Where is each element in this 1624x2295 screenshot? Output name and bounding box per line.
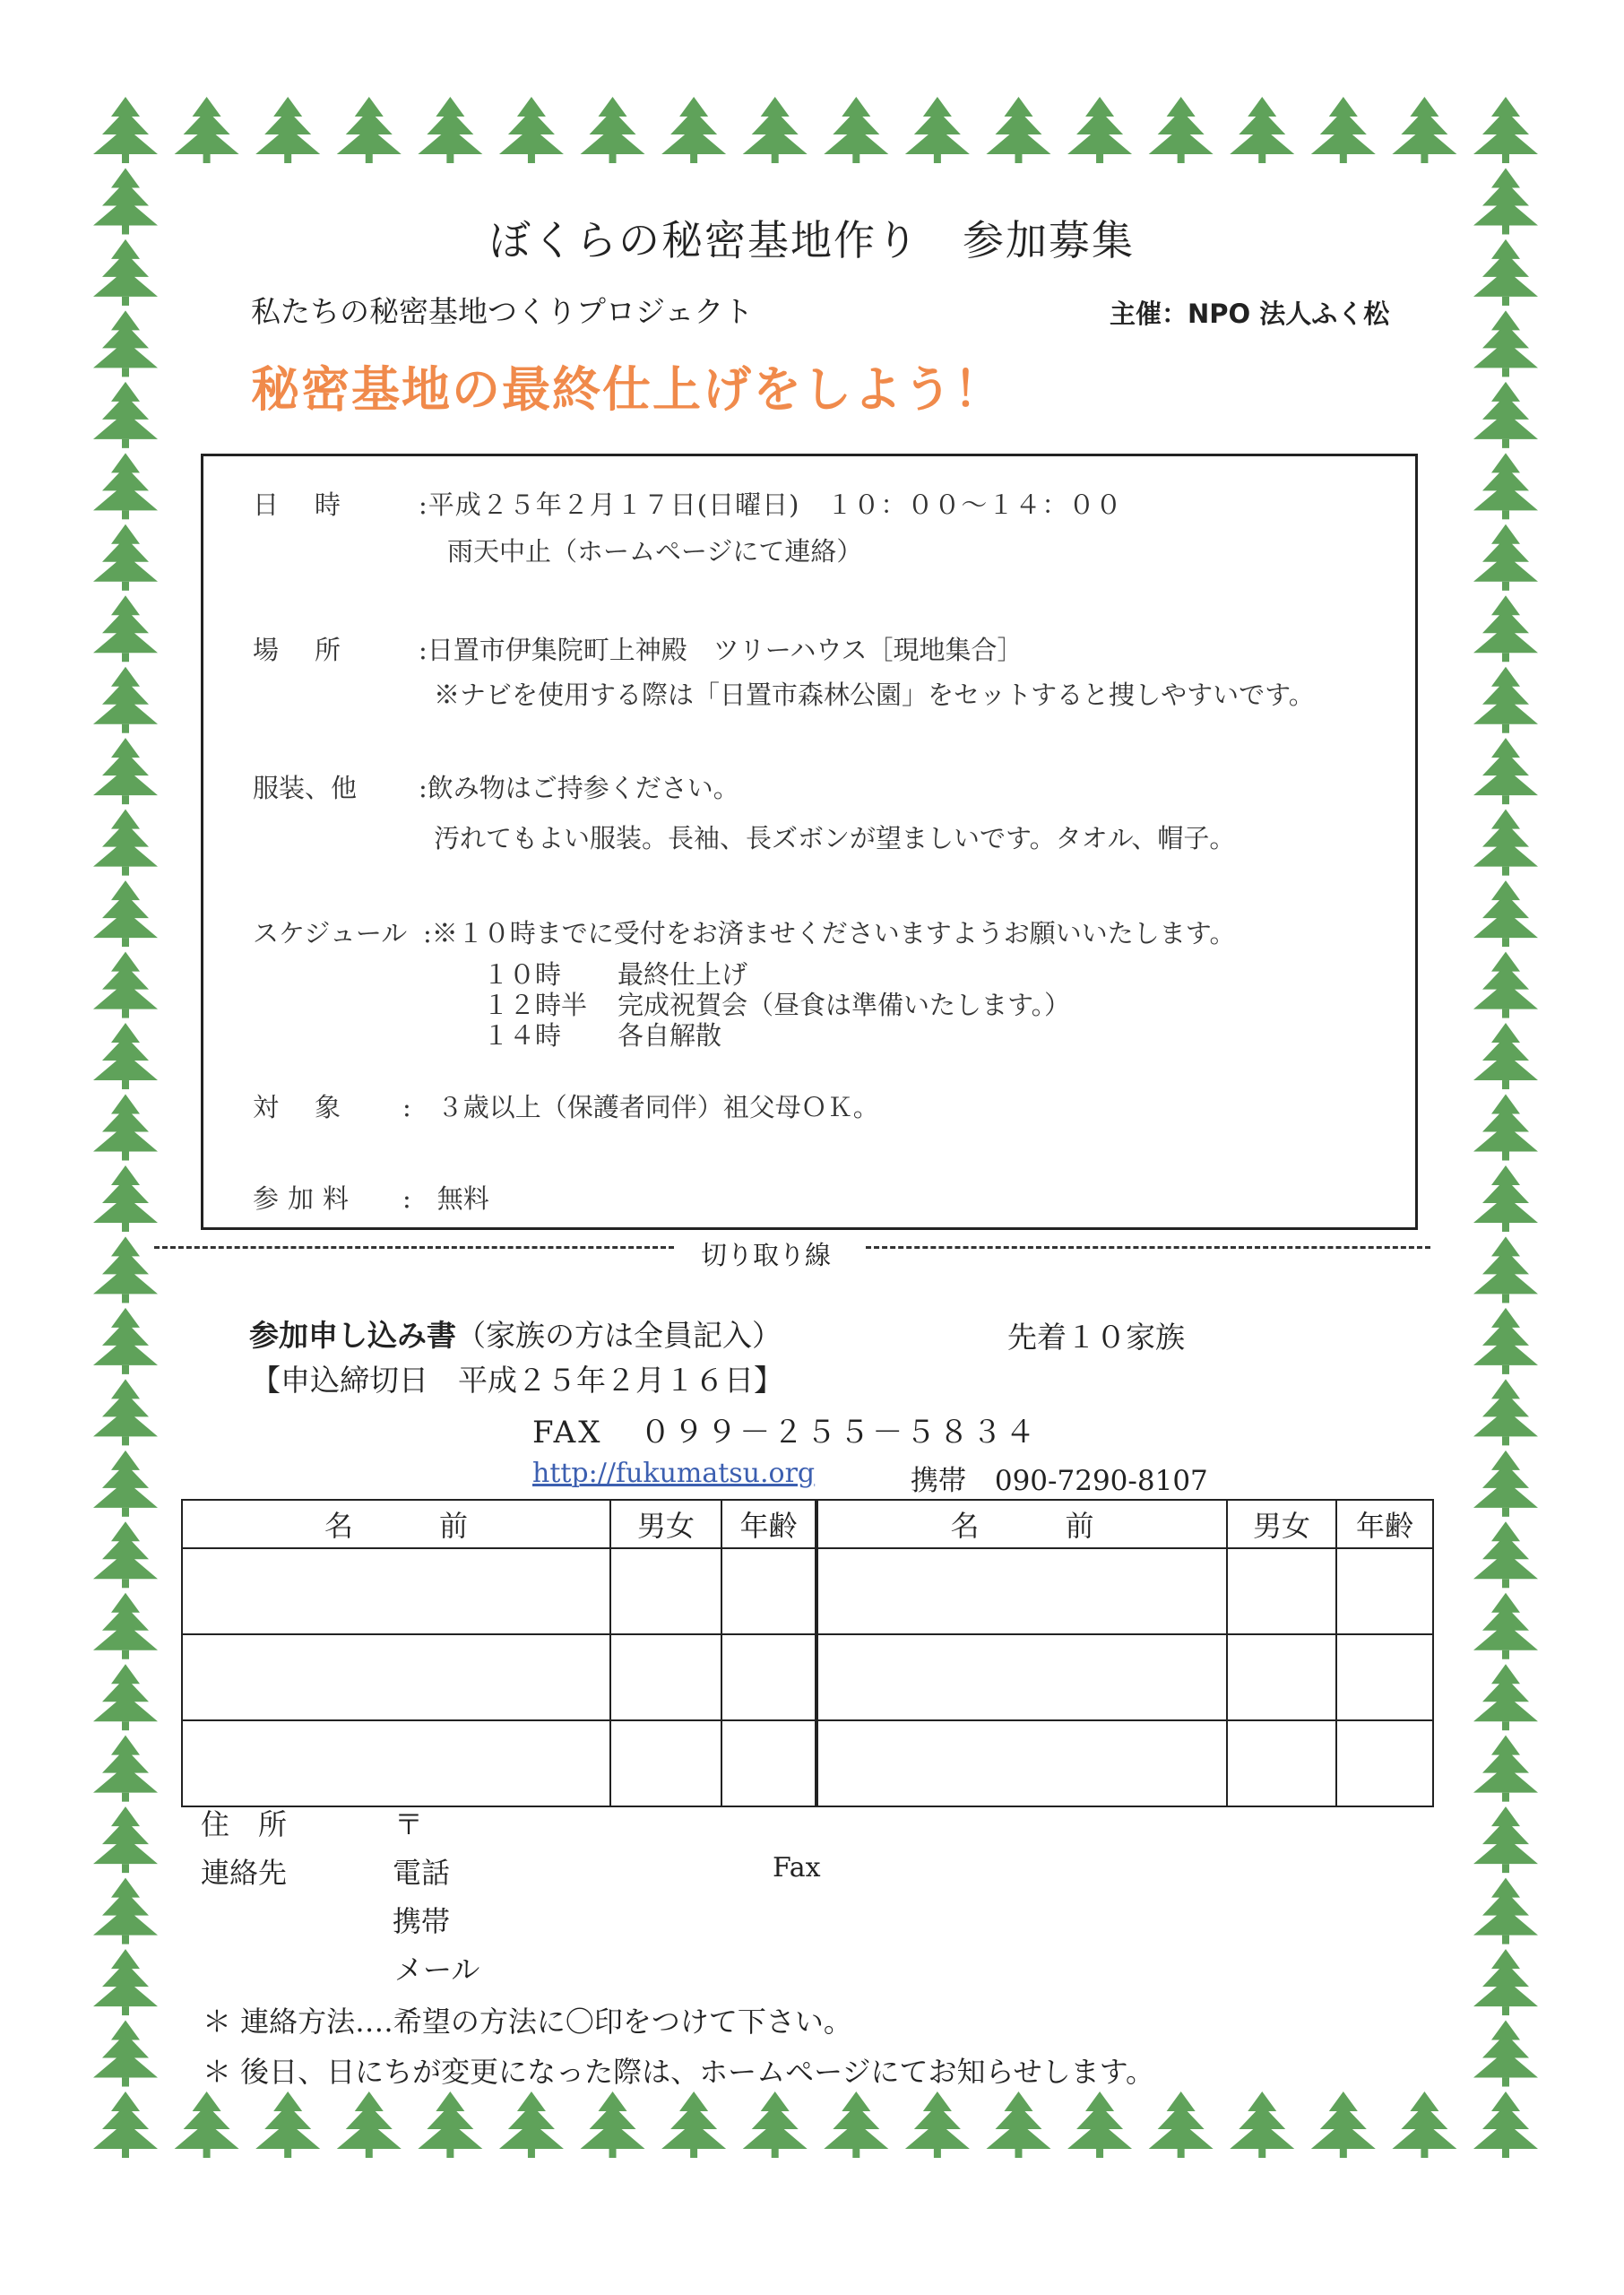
tree-icon	[1392, 2091, 1456, 2158]
tree-icon	[499, 2091, 564, 2158]
name-header: 名 前	[182, 1500, 610, 1548]
organizer: 主催：NPO 法人ふく松	[1110, 299, 1390, 329]
tree-icon	[1392, 97, 1456, 163]
tree-icon	[418, 2091, 482, 2158]
fee-value: : 無料	[402, 1183, 489, 1214]
tree-icon	[1473, 1379, 1538, 1445]
clothing-note: 汚れてもよい服装。長袖、長ズボンが望ましいです。タオル、帽子。	[434, 823, 1236, 853]
tree-icon	[93, 382, 158, 448]
tree-icon	[93, 1593, 158, 1659]
tree-icon	[1473, 1023, 1538, 1089]
tree-icon	[93, 810, 158, 876]
fax-line	[532, 1407, 1038, 1451]
tree-icon	[93, 2021, 158, 2087]
tree-icon	[175, 2091, 239, 2158]
tree-icon	[418, 97, 482, 163]
tree-icon	[93, 1451, 158, 1517]
tree-icon	[1473, 382, 1538, 448]
phone-label[interactable]: 電話	[393, 1856, 451, 1890]
page-title: ぼくらの秘密基地作り 参加募集	[489, 216, 1135, 264]
age-header: 年齢	[721, 1500, 816, 1548]
tree-icon	[986, 97, 1050, 163]
tree-icon	[1311, 97, 1376, 163]
tree-icon	[1473, 1806, 1538, 1873]
tree-icon	[337, 2091, 402, 2158]
postal-mark[interactable]: 〒	[394, 1807, 424, 1841]
gender-cell[interactable]	[1227, 1548, 1336, 1634]
age-cell[interactable]	[721, 1634, 816, 1720]
gender-cell[interactable]	[610, 1548, 721, 1634]
application-table	[181, 1499, 1434, 1807]
tree-icon	[93, 2091, 158, 2158]
tree-icon	[1067, 97, 1132, 163]
tree-icon	[93, 453, 158, 519]
tree-icon	[1473, 2021, 1538, 2087]
project-name: 私たちの秘密基地つくりプロジェクト	[251, 294, 754, 329]
name-header: 名 前	[816, 1500, 1227, 1548]
tree-icon	[93, 1095, 158, 1161]
datetime-note: 雨天中止（ホームページにて連絡）	[447, 536, 863, 567]
tree-icon	[1311, 2091, 1376, 2158]
tree-icon	[1230, 2091, 1294, 2158]
tree-icon	[1473, 1236, 1538, 1303]
place-label: 場所	[253, 635, 377, 665]
tree-icon	[93, 97, 158, 163]
schedule-value: :※１０時までに受付をお済ませくださいますようお願いいたします。	[423, 918, 1236, 948]
tree-icon	[1473, 667, 1538, 733]
tree-icon	[905, 97, 970, 163]
tree-icon	[1473, 880, 1538, 947]
tree-icon	[93, 952, 158, 1018]
tree-icon	[1473, 1095, 1538, 1161]
cut-line-right	[866, 1246, 1430, 1249]
tree-icon	[1230, 97, 1294, 163]
tree-icon	[1473, 310, 1538, 377]
tree-icon	[1473, 952, 1538, 1018]
tree-icon	[1473, 1593, 1538, 1659]
tree-icon	[1473, 1308, 1538, 1374]
tree-icon	[1473, 1736, 1538, 1802]
tree-icon	[661, 2091, 726, 2158]
schedule-time: １２時半	[483, 990, 588, 1020]
datetime-value: :平成２５年２月１７日(日曜日) １０：００～１４：００	[419, 489, 1123, 520]
capacity: 先着１０家族	[1007, 1320, 1185, 1355]
clothing-label: 服装、他	[253, 773, 358, 803]
schedule-label: スケジュール	[253, 918, 408, 948]
tree-icon	[93, 1023, 158, 1089]
target-value: : ３歳以上（保護者同伴）祖父母ＯＫ。	[402, 1092, 879, 1122]
age-cell[interactable]	[1336, 1548, 1433, 1634]
gender-header: 男女	[1227, 1500, 1336, 1548]
tree-icon	[1149, 97, 1214, 163]
website-link[interactable]: http://fukumatsu.org	[532, 1458, 816, 1489]
tree-icon	[93, 595, 158, 662]
fax-number: ０９９－２５５－５８３４	[640, 1415, 1039, 1451]
tree-icon	[1067, 2091, 1132, 2158]
gender-cell[interactable]	[610, 1634, 721, 1720]
tree-icon	[905, 2091, 970, 2158]
tree-icon	[661, 97, 726, 163]
tree-icon	[1473, 2091, 1538, 2158]
tree-icon	[824, 2091, 888, 2158]
name-cell[interactable]	[182, 1634, 610, 1720]
clothing-value: :飲み物はご持参ください。	[419, 773, 739, 803]
event-details-box	[201, 454, 1418, 1230]
address-label: 住 所	[201, 1807, 288, 1841]
gender-cell[interactable]	[1227, 1634, 1336, 1720]
tree-icon	[93, 1806, 158, 1873]
gender-cell[interactable]	[610, 1720, 721, 1806]
tree-icon	[93, 667, 158, 733]
age-cell[interactable]	[721, 1548, 816, 1634]
tree-icon	[1149, 2091, 1214, 2158]
place-note: ※ナビを使用する際は「日置市森林公園」をセットすると捜しやすいです。	[434, 680, 1315, 710]
mobile-field-label[interactable]: 携帯	[393, 1904, 451, 1938]
tree-icon	[824, 97, 888, 163]
table-row	[182, 1720, 1433, 1806]
tree-icon	[93, 524, 158, 591]
tree-icon	[337, 97, 402, 163]
tree-icon	[1473, 524, 1538, 591]
age-cell[interactable]	[1336, 1720, 1433, 1806]
age-cell[interactable]	[1336, 1634, 1433, 1720]
tree-icon	[93, 310, 158, 377]
tree-icon	[1473, 738, 1538, 804]
tree-icon	[1473, 1664, 1538, 1730]
table-row	[182, 1548, 1433, 1634]
cut-line-left	[154, 1246, 674, 1249]
contact-label: 連絡先	[201, 1856, 288, 1890]
target-label: 対象	[253, 1092, 377, 1122]
tree-icon	[93, 1736, 158, 1802]
headline: 秘密基地の最終仕上げをしよう！	[251, 360, 1004, 418]
place-value: :日置市伊集院町上神殿 ツリーハウス［現地集合］	[419, 635, 1024, 665]
table-row	[182, 1634, 1433, 1720]
tree-icon	[1473, 1949, 1538, 2015]
tree-icon	[93, 880, 158, 947]
tree-icon	[581, 97, 645, 163]
tree-icon	[1473, 1451, 1538, 1517]
age-header: 年齢	[1336, 1500, 1433, 1548]
gender-header: 男女	[610, 1500, 721, 1548]
tree-icon	[499, 97, 564, 163]
tree-icon	[93, 1664, 158, 1730]
deadline: 【申込締切日 平成２５年２月１６日】	[251, 1363, 783, 1398]
tree-icon	[255, 2091, 320, 2158]
cut-line-label: 切り取り線	[701, 1240, 832, 1270]
fax-field-label[interactable]: Fax	[773, 1852, 821, 1884]
tree-icon	[1473, 595, 1538, 662]
tree-icon	[1473, 810, 1538, 876]
tree-icon	[1473, 1878, 1538, 1944]
tree-icon	[986, 2091, 1050, 2158]
age-cell[interactable]	[721, 1720, 816, 1806]
tree-icon	[93, 1308, 158, 1374]
schedule-desc: 最終仕上げ	[618, 959, 748, 990]
tree-icon	[93, 1521, 158, 1588]
name-cell[interactable]	[182, 1720, 610, 1806]
form-title-note: （家族の方は全員記入）	[456, 1318, 782, 1353]
schedule-desc: 各自解散	[618, 1020, 722, 1051]
tree-icon	[1473, 1165, 1538, 1232]
tree-icon	[93, 1878, 158, 1944]
mobile-line	[911, 1458, 1208, 1498]
mobile-label: 携帯	[911, 1465, 966, 1497]
fee-label: 参加料	[253, 1183, 358, 1214]
tree-icon	[743, 2091, 808, 2158]
name-cell[interactable]	[816, 1720, 1227, 1806]
tree-icon	[1473, 453, 1538, 519]
tree-icon	[93, 1379, 158, 1445]
tree-icon	[255, 97, 320, 163]
tree-icon	[1473, 97, 1538, 163]
fax-label: FAX	[532, 1415, 603, 1451]
application-form-title	[249, 1312, 782, 1355]
form-title-main: 参加申し込み書	[249, 1318, 456, 1353]
tree-icon	[93, 738, 158, 804]
gender-cell[interactable]	[1227, 1720, 1336, 1806]
mobile-number: 090-7290-8107	[994, 1465, 1208, 1497]
name-cell[interactable]	[816, 1634, 1227, 1720]
name-cell[interactable]	[182, 1548, 610, 1634]
tree-icon	[93, 1236, 158, 1303]
note-date-change: ＊ 後日、日にちが変更になった際は、ホームページにてお知らせします。	[203, 2055, 1155, 2089]
schedule-desc: 完成祝賀会（昼食は準備いたします。）	[618, 990, 1071, 1020]
tree-icon	[93, 1165, 158, 1232]
schedule-time: １０時	[483, 959, 562, 990]
tree-icon	[175, 97, 239, 163]
schedule-time: １４時	[483, 1020, 562, 1051]
note-contact-method: ＊ 連絡方法‥‥希望の方法に〇印をつけて下さい。	[203, 2005, 852, 2039]
mail-label[interactable]: メール	[394, 1953, 480, 1987]
name-cell[interactable]	[816, 1548, 1227, 1634]
tree-icon	[93, 1949, 158, 2015]
tree-icon	[1473, 1521, 1538, 1588]
tree-icon	[743, 97, 808, 163]
tree-icon	[581, 2091, 645, 2158]
datetime-label: 日時	[253, 489, 377, 520]
